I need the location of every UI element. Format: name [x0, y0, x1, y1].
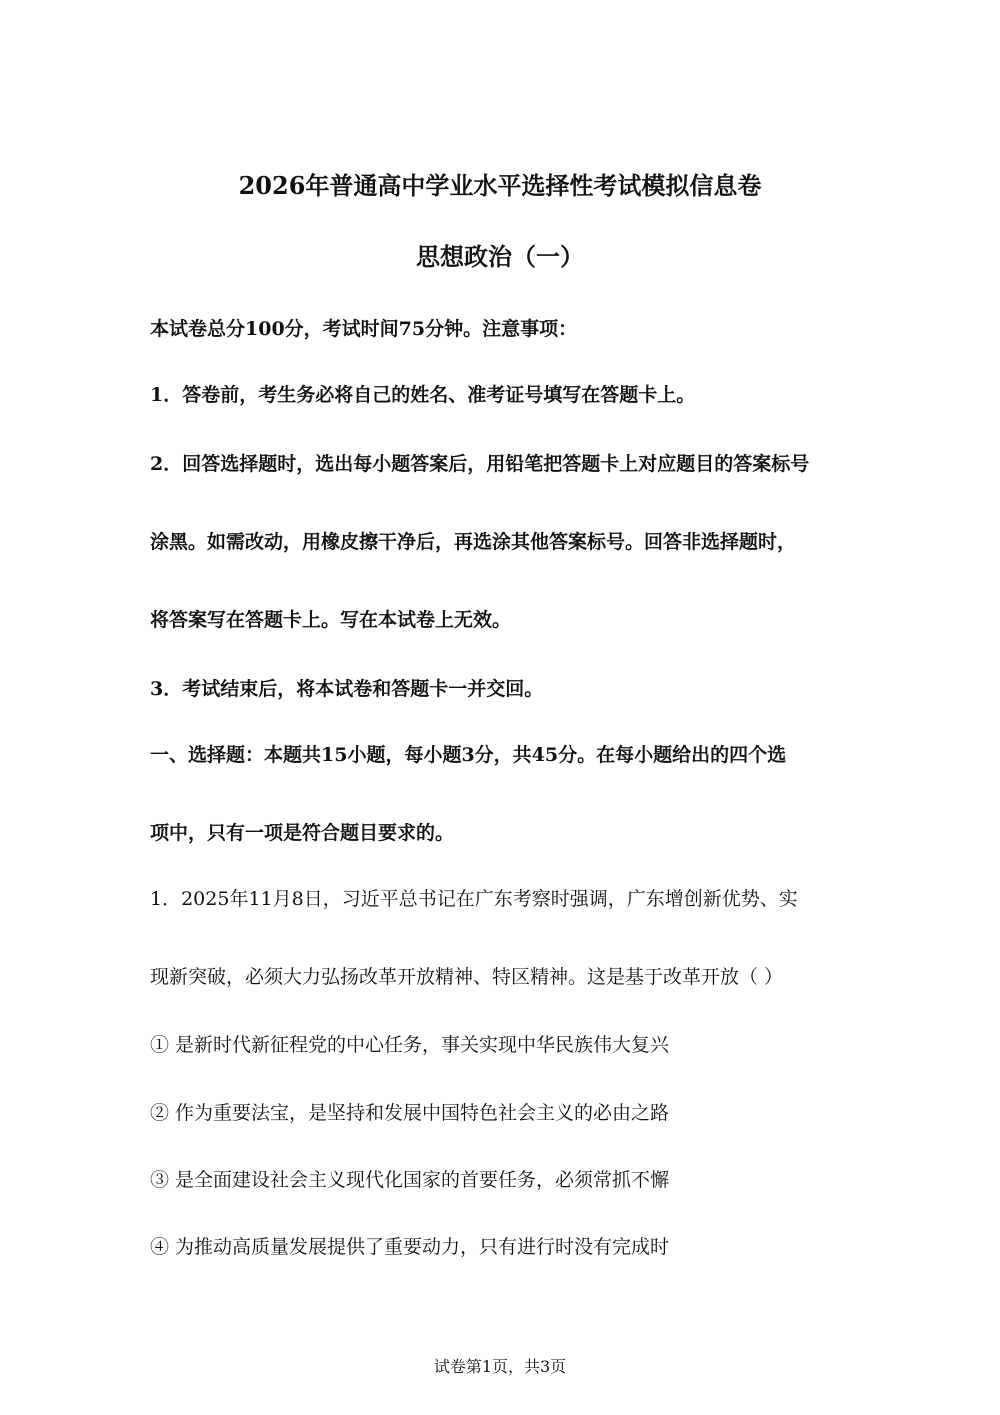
section-heading-line-2: 项中，只有一项是符合题目要求的。 — [150, 822, 455, 844]
instruction-item-2-line-3: 将答案写在答题卡上。写在本试卷上无效。 — [150, 609, 512, 631]
question-1-option-2: ② 作为重要法宝，是坚持和发展中国特色社会主义的必由之路 — [150, 1102, 670, 1124]
question-1-stem-line-2: 现新突破，必须大力弘扬改革开放精神、特区精神。这是基于改革开放（ ） — [150, 966, 784, 988]
instruction-item-3: 3．考试结束后，将本试卷和答题卡一并交回。 — [150, 678, 544, 700]
page-footer: 试卷第1页，共3页 — [433, 1357, 567, 1376]
question-1-stem-line-1: 1．2025年11月8日，习近平总书记在广东考察时强调，广东增创新优势、实 — [150, 888, 798, 910]
question-1-option-1: ① 是新时代新征程党的中心任务，事关实现中华民族伟大复兴 — [150, 1034, 670, 1056]
instructions-intro: 本试卷总分100分，考试时间75分钟。注意事项： — [150, 318, 578, 340]
exam-title: 2026年普通高中学业水平选择性考试模拟信息卷 — [238, 171, 762, 200]
exam-subtitle: 思想政治（一） — [416, 242, 584, 271]
question-1-option-3: ③ 是全面建设社会主义现代化国家的首要任务，必须常抓不懈 — [150, 1169, 670, 1191]
instruction-item-2-line-2: 涂黑。如需改动，用橡皮擦干净后，再选涂其他答案标号。回答非选择题时， — [150, 531, 797, 553]
question-1-option-4: ④ 为推动高质量发展提供了重要动力，只有进行时没有完成时 — [150, 1236, 670, 1258]
section-heading-line-1: 一、选择题：本题共15小题，每小题3分，共45分。在每小题给出的四个选 — [150, 744, 787, 766]
instruction-item-1: 1．答卷前，考生务必将自己的姓名、准考证号填写在答题卡上。 — [150, 384, 696, 406]
instruction-item-2-line-1: 2．回答选择题时，选出每小题答案后，用铅笔把答题卡上对应题目的答案标号 — [150, 453, 810, 475]
